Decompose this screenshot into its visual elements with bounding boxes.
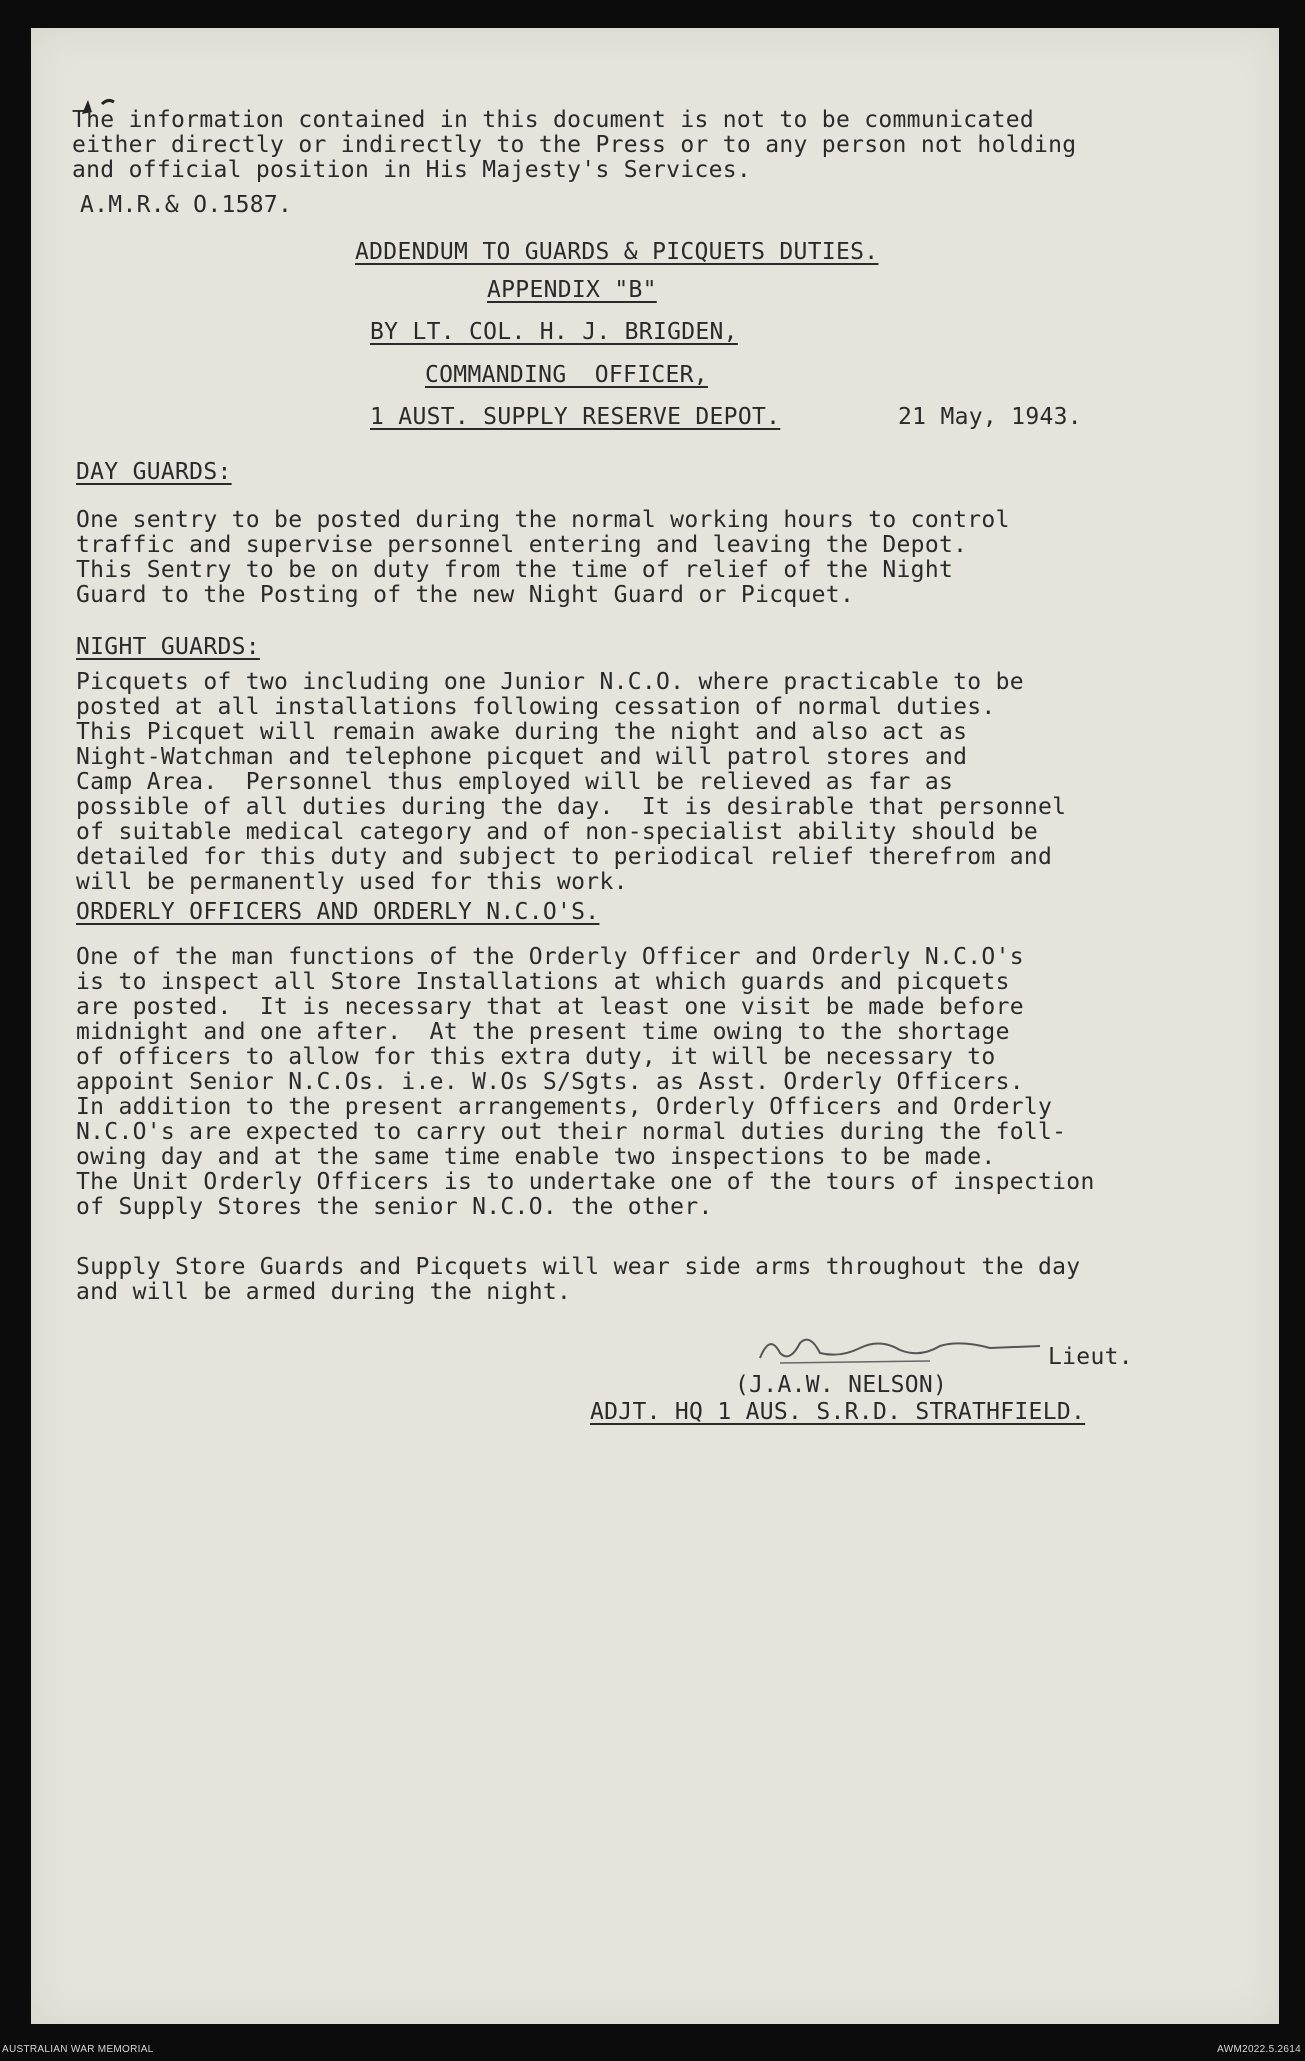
- footer-accession-number: AWM2022.5.2614: [1217, 2044, 1301, 2055]
- issuer-name: BY LT. COL. H. J. BRIGDEN,: [370, 319, 738, 345]
- signatory-title: ADJT. HQ 1 AUS. S.R.D. STRATHFIELD.: [590, 1399, 1086, 1425]
- orderly-officers-heading: ORDERLY OFFICERS AND ORDERLY N.C.O'S.: [76, 899, 600, 925]
- handwritten-signature: [750, 1328, 1050, 1368]
- issuer-role: COMMANDING OFFICER,: [425, 362, 708, 388]
- document-title: ADDENDUM TO GUARDS & PICQUETS DUTIES.: [355, 239, 879, 265]
- appendix-label: APPENDIX "B": [487, 277, 657, 303]
- signatory-rank: Lieut.: [1048, 1344, 1133, 1370]
- document-date: 21 May, 1943.: [898, 404, 1082, 430]
- orderly-officers-body: One of the man functions of the Orderly Officer and Orderly N.C.O's is to inspect all Store Installations at which guards and picquets are posted. It is necessary that at least one visit be made before midnight and one after. At the present time owing to the shortage of officers to allow for this extra duty, it will be necessary to appoint Senior N.C.Os. i.e. W.Os S/Sgts. as Asst. Orderly Officers. In addition to the present arrangements, Orderly Officers and Orderly N.C.O's are expected to carry out their normal duties during the foll- owing day and at the same time enable two inspections to be made. The Unit Orderly Officers is to undertake one of the tours of inspection of Supply Stores the senior N.C.O. the other.: [76, 944, 1095, 1220]
- day-guards-heading: DAY GUARDS:: [76, 459, 232, 485]
- signatory-name: (J.A.W. NELSON): [735, 1372, 948, 1398]
- reference-number: A.M.R.& O.1587.: [80, 192, 293, 218]
- issuer-unit: 1 AUST. SUPPLY RESERVE DEPOT.: [370, 404, 781, 430]
- night-guards-heading: NIGHT GUARDS:: [76, 634, 260, 660]
- day-guards-body: One sentry to be posted during the normal working hours to control traffic and supervise personnel entering and leaving the Depot. This Sentry to be on duty from the time of relief of the Night Guard to the Posting of the new Night Guard or Picquet.: [76, 507, 1010, 608]
- footer-institution: AUSTRALIAN WAR MEMORIAL: [2, 2044, 154, 2055]
- night-guards-body: Picquets of two including one Junior N.C.O. where practicable to be posted at all installations following cessation of normal duties. This Picquet will remain awake during the night and also act as Night-Watchman and telephone picquet and will patrol stores and Camp Area. Personnel thus employed will be relieved as far as possible of all duties during the day. It is desirable that personnel of suitable medical category and of non-specialist ability should be detailed for this duty and subject to periodical relief therefrom and will be permanently used for this work.: [76, 669, 1067, 895]
- closing-paragraph: Supply Store Guards and Picquets will wear side arms throughout the day and will be armed during the night.: [76, 1254, 1081, 1305]
- security-notice: The information contained in this document is not to be communicated either directly or indirectly to the Press or to any person not holding and official position in His Majesty's Services.: [72, 107, 1077, 183]
